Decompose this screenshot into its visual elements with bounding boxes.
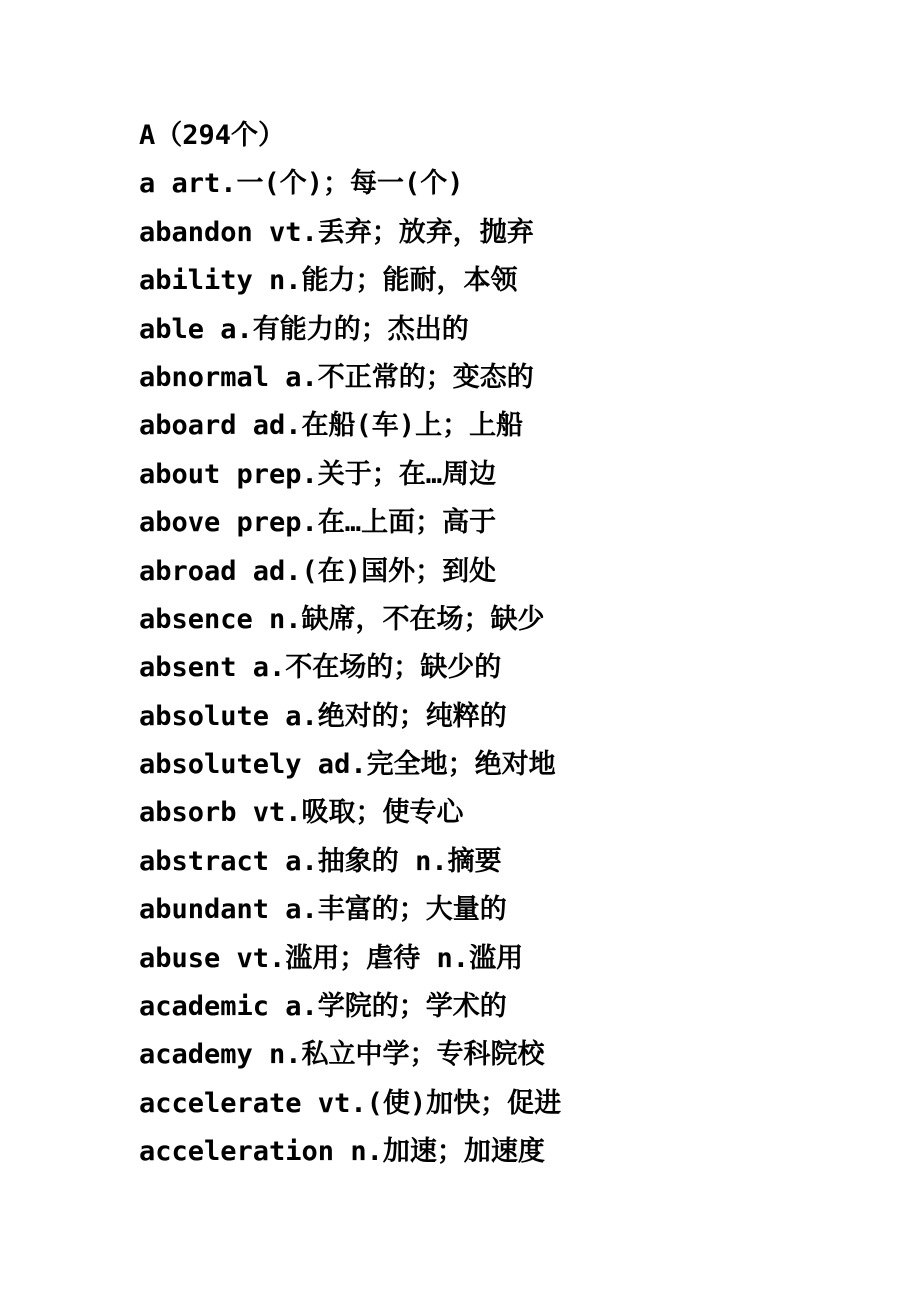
vocabulary-entry: a art.一(个)；每一(个) — [139, 168, 464, 200]
vocabulary-entry: accelerate vt.(使)加快；促进 — [139, 1087, 562, 1119]
vocabulary-entry: abundant a.丰富的；大量的 — [139, 894, 507, 926]
vocabulary-entry: ability n.能力；能耐，本领 — [139, 265, 518, 297]
section-heading: A（294个） — [139, 120, 286, 151]
vocabulary-list — [139, 112, 879, 1177]
vocabulary-entry: abandon vt.丢弃；放弃，抛弃 — [139, 216, 534, 248]
vocabulary-entry: absent a.不在场的；缺少的 — [139, 652, 502, 684]
vocabulary-entry: able a.有能力的；杰出的 — [139, 313, 469, 345]
vocabulary-entry: abstract a.抽象的 n.摘要 — [139, 845, 502, 877]
vocabulary-entry: academic a.学院的；学术的 — [139, 991, 507, 1023]
vocabulary-entry: absorb vt.吸取；使专心 — [139, 797, 464, 829]
vocabulary-entry: aboard ad.在船(车)上；上船 — [139, 410, 524, 442]
vocabulary-entry: abuse vt.滥用；虐待 n.滥用 — [139, 942, 524, 974]
vocabulary-entry: absolute a.绝对的；纯粹的 — [139, 700, 507, 732]
vocabulary-entry: absolutely ad.完全地；绝对地 — [139, 749, 556, 781]
vocabulary-entry: about prep.关于；在…周边 — [139, 458, 497, 490]
vocabulary-entry: academy n.私立中学；专科院校 — [139, 1039, 545, 1071]
vocabulary-entry: acceleration n.加速；加速度 — [139, 1136, 545, 1168]
vocabulary-entry: abroad ad.(在)国外；到处 — [139, 555, 497, 587]
vocabulary-entry: above prep.在…上面；高于 — [139, 507, 497, 539]
vocabulary-entry: absence n.缺席，不在场；缺少 — [139, 603, 545, 635]
vocabulary-entry: abnormal a.不正常的；变态的 — [139, 361, 534, 393]
